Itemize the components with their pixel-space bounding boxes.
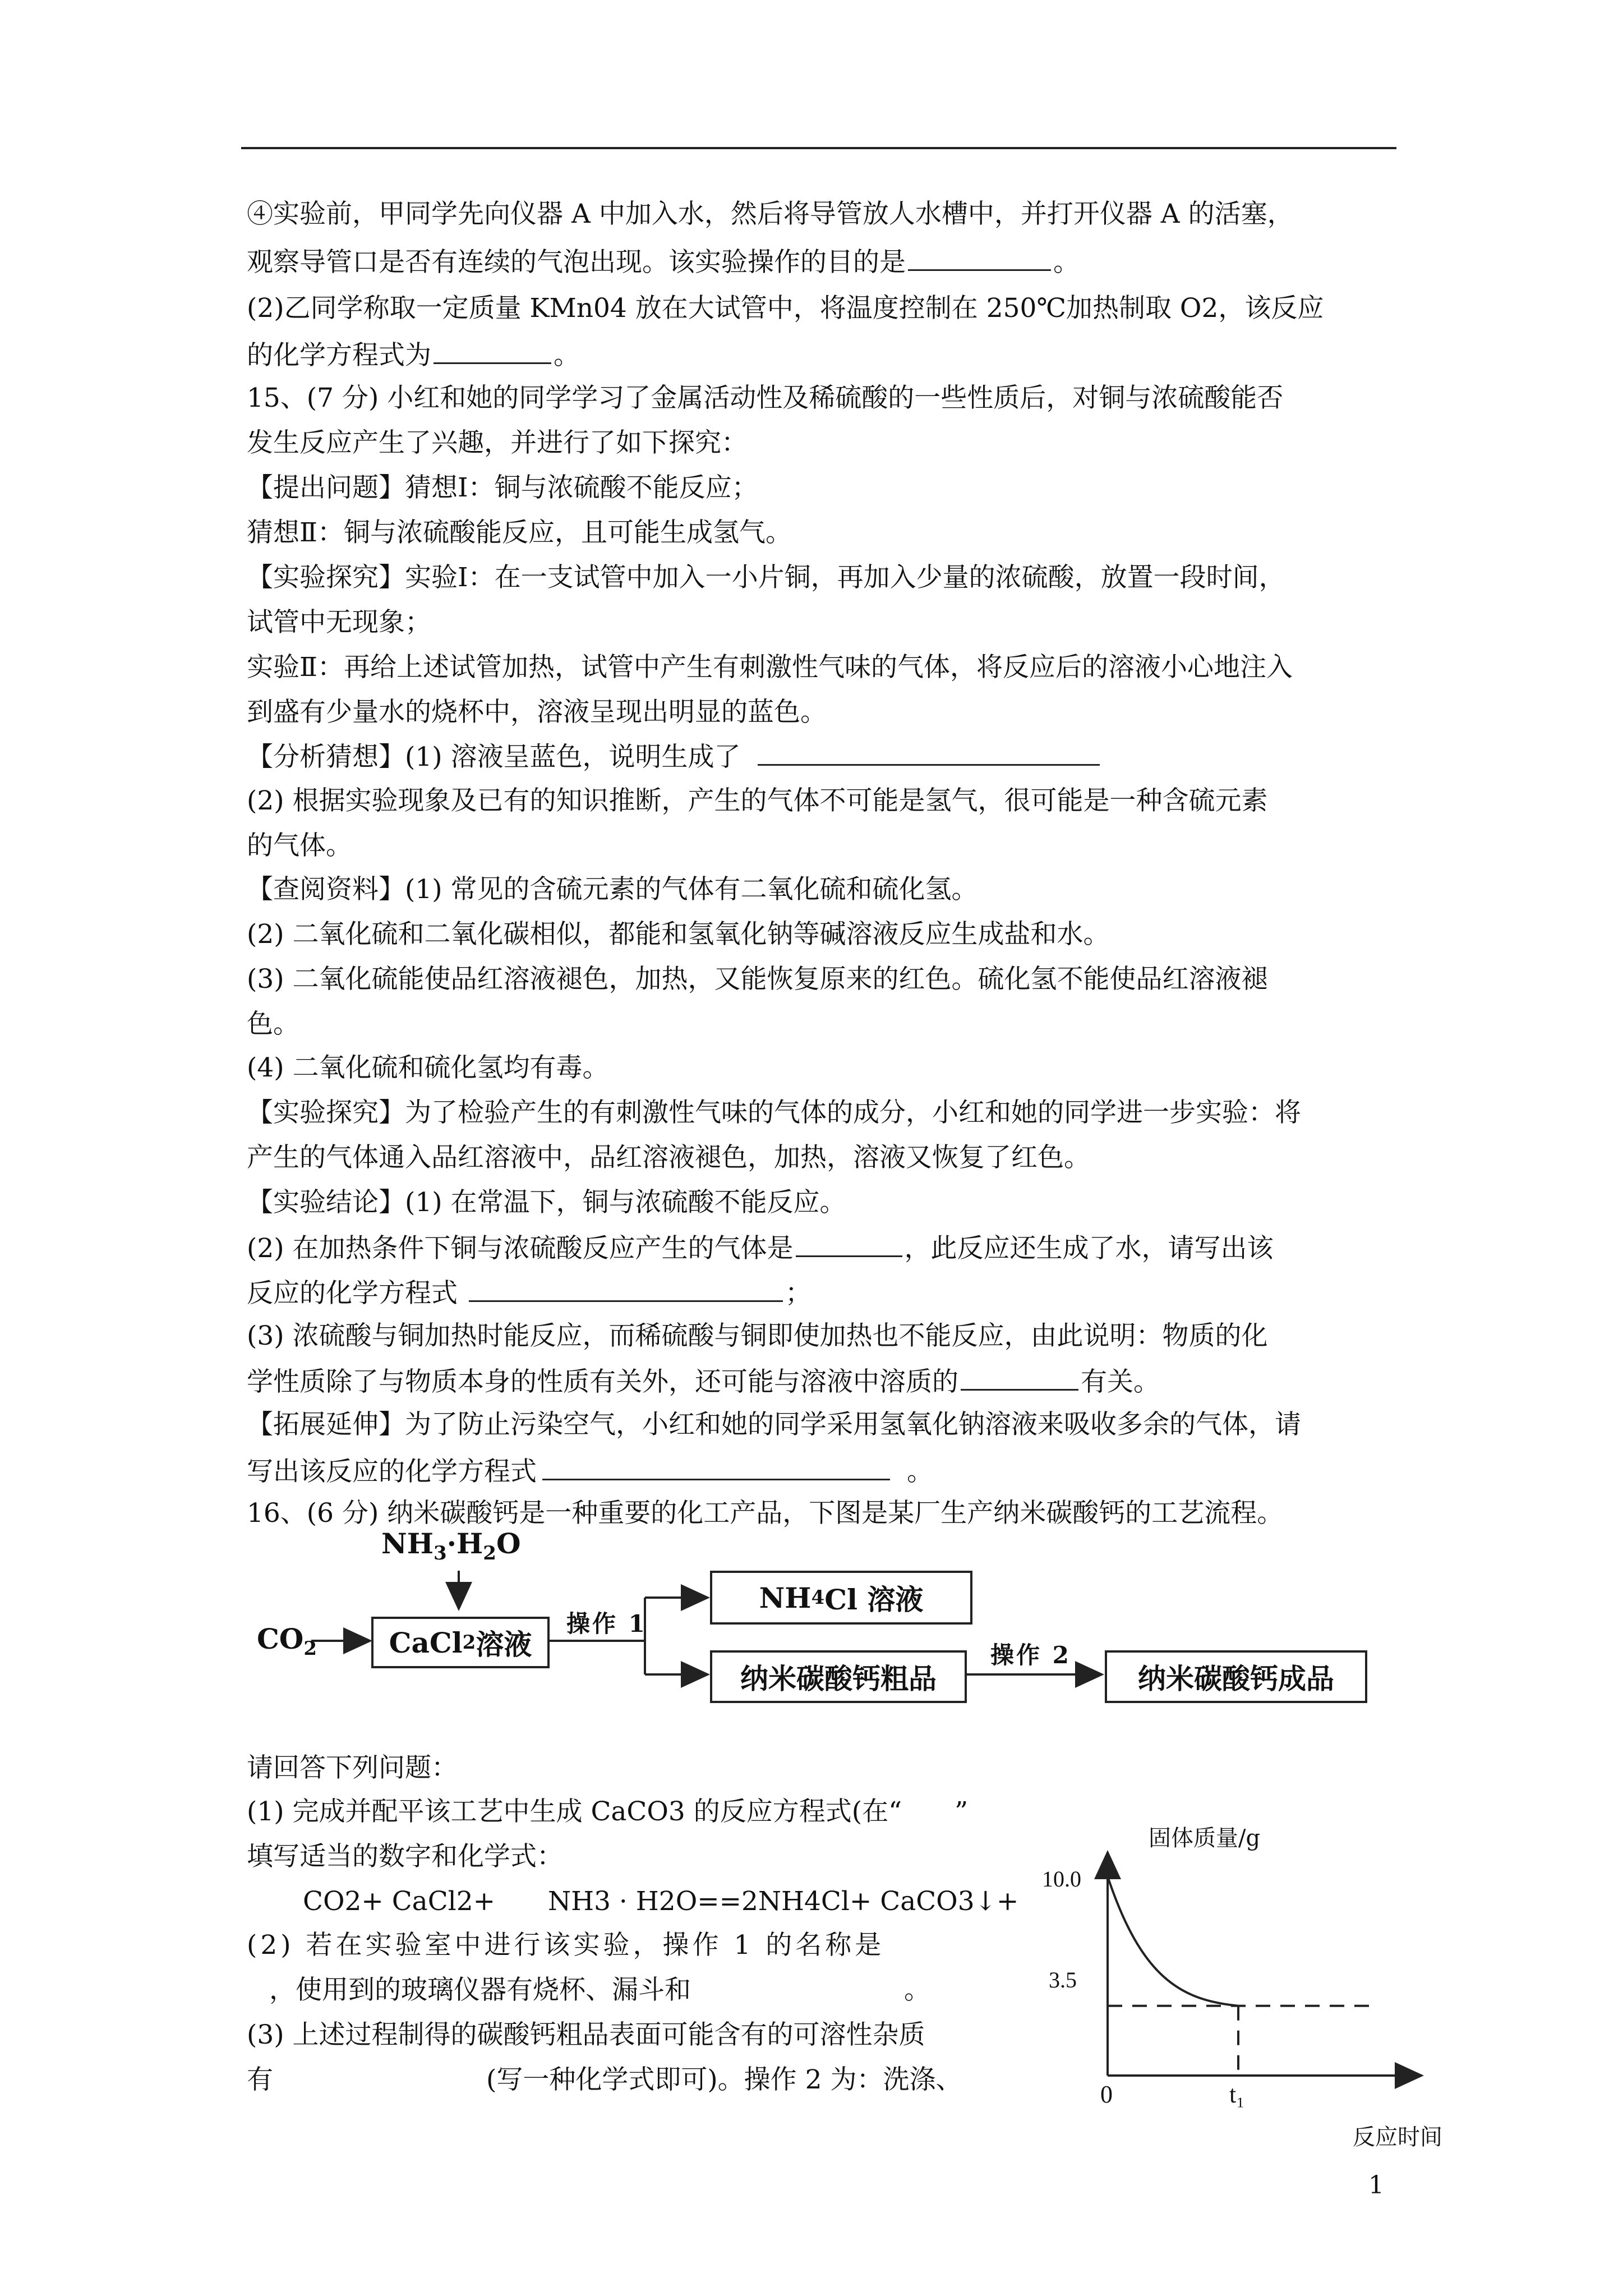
text-line: 猜想Ⅱ：铜与浓硫酸能反应，且可能生成氢气。 — [247, 517, 792, 548]
text-line: 学性质除了与物质本身的性质有关外，还可能与溶液中溶质的 有关。 — [247, 1363, 1396, 1399]
text-line: 观察导管口是否有连续的气泡出现。该实验操作的目的是 。 — [247, 243, 1396, 279]
text-line: 实验Ⅱ：再给上述试管加热，试管中产生有刺激性气味的气体，将反应后的溶液小心地注入 — [247, 652, 1293, 683]
flow-box-crude: 纳米碳酸钙粗品 — [710, 1650, 967, 1703]
text-line: (2) 根据实验现象及已有的知识推断，产生的气体不可能是氢气，很可能是一种含硫元素 — [247, 785, 1268, 816]
text-line: ④实验前，甲同学先向仪器 A 中加入水，然后将导管放人水槽中，并打开仪器 A 的活塞， — [247, 199, 1294, 229]
text-line: (2)乙同学称取一定质量 KMn04 放在大试管中，将温度控制在 250℃加热制取 O2，该反应 — [247, 293, 1324, 324]
origin-label: 0 — [1100, 2081, 1113, 2108]
text-line: 的气体。 — [247, 830, 352, 861]
text-line: ，使用到的玻璃仪器有烧杯、漏斗和 。 — [269, 1975, 930, 2005]
text-line: 有 (写一种化学式即可)。操作 2 为：洗涤、 — [247, 2064, 962, 2095]
x-axis-label: 反应时间 — [1353, 2124, 1442, 2150]
text-line: (3) 上述过程制得的碳酸钙粗品表面可能含有的可溶性杂质 — [247, 2019, 925, 2050]
flow-reagent-nh3h2o: $NH_3\cdot H_2O$ — [381, 1527, 521, 1565]
text-line: 色。 — [247, 1009, 299, 1039]
answer-blank — [961, 1363, 1078, 1391]
answer-blank — [542, 1453, 890, 1480]
answer-blank — [796, 1230, 902, 1257]
text-line: 写出该反应的化学方程式 。 — [247, 1453, 1396, 1489]
text-line: 的化学方程式为 。 — [247, 337, 1396, 372]
page-number: 1 — [1368, 2171, 1384, 2200]
text-line: 请回答下列问题： — [247, 1752, 458, 1783]
text-line: 【查阅资料】(1) 常见的含硫元素的气体有二氧化硫和硫化氢。 — [247, 874, 978, 905]
header-rule — [241, 147, 1396, 149]
flow-box-nh4cl: NH 4 Cl 溶液 — [710, 1571, 972, 1625]
text-line: (3) 二氧化硫能使品红溶液褪色，加热，又能恢复原来的红色。硫化氢不能使品红溶液褪 — [247, 964, 1268, 995]
text-line: (3) 浓硫酸与铜加热时能反应，而稀硫酸与铜即使加热也不能反应，由此说明：物质的化 — [247, 1320, 1268, 1351]
text-line: 填写适当的数字和化学式： — [247, 1841, 563, 1872]
text-line: 【实验探究】实验Ⅰ：在一支试管中加入一小片铜，再加入少量的浓硫酸，放置一段时间， — [247, 562, 1285, 593]
flow-box-product: 纳米碳酸钙成品 — [1105, 1650, 1367, 1703]
text-line: 反应的化学方程式 ； — [247, 1274, 1396, 1310]
text-line: 【提出问题】猜想Ⅰ：铜与浓硫酸不能反应； — [247, 472, 758, 503]
y-tick-10: 10.0 — [1042, 1866, 1081, 1892]
text-line: (2) 若在实验室中进行该实验，操作 1 的名称是 — [247, 1930, 885, 1961]
text-line: (4) 二氧化硫和硫化氢均有毒。 — [247, 1052, 609, 1083]
text-line: 【拓展延伸】为了防止污染空气，小红和她的同学采用氢氧化钠溶液来吸收多余的气体，请 — [247, 1409, 1301, 1440]
text-line: 发生反应产生了兴趣，并进行了如下探究： — [247, 427, 748, 458]
flow-box-cacl2: CaCl 2 溶液 — [371, 1617, 550, 1668]
flow-op2-label: 操作 2 — [990, 1641, 1071, 1669]
text-line: 试管中无现象； — [247, 607, 431, 638]
answer-blank — [434, 337, 551, 364]
answer-blank — [908, 243, 1051, 271]
text-line: 到盛有少量水的烧杯中，溶液呈现出明显的蓝色。 — [247, 697, 827, 728]
answer-blank — [469, 1274, 783, 1302]
answer-blank — [758, 738, 1100, 766]
y-axis-label: 固体质量/g — [1149, 1825, 1261, 1851]
flow-op1-label: 操作 1 — [566, 1610, 647, 1637]
text-line: 16、(6 分) 纳米碳酸钙是一种重要的化工产品，下图是某厂生产纳米碳酸钙的工艺流程。 — [247, 1498, 1284, 1529]
text-line: 15、(7 分) 小红和她的同学学习了金属活动性及稀硫酸的一些性质后，对铜与浓硫酸能否 — [247, 383, 1284, 413]
text-line: (2) 二氧化硫和二氧化碳相似，都能和氢氧化钠等碱溶液反应生成盐和水。 — [247, 919, 1110, 950]
text-line: 【分析猜想】(1) 溶液呈蓝色，说明生成了 — [247, 738, 1396, 774]
mass-curve — [1108, 1876, 1238, 2006]
flow-input-co2: $CO_2$ — [257, 1622, 317, 1660]
text-line: 【实验探究】为了检验产生的有刺激性气味的气体的成分，小红和她的同学进一步实验：将 — [247, 1097, 1301, 1128]
text-line: CO2+ CaCl2+ NH3 · H2O==2NH4Cl+ CaCO3↓+ — [303, 1886, 1019, 1917]
text-line: (2) 在加热条件下铜与浓硫酸反应产生的气体是 ，此反应还生成了水，请写出该 — [247, 1230, 1396, 1266]
x-tick-t1: t₁ — [1229, 2081, 1245, 2108]
text-line: (1) 完成并配平该工艺中生成 CaCO3 的反应方程式(在“ ” — [247, 1796, 969, 1827]
y-tick-3-5: 3.5 — [1049, 1967, 1077, 1993]
text-line: 【实验结论】(1) 在常温下，铜与浓硫酸不能反应。 — [247, 1187, 846, 1218]
text-line: 产生的气体通入品红溶液中，品红溶液褪色，加热，溶液又恢复了红色。 — [247, 1142, 1090, 1173]
